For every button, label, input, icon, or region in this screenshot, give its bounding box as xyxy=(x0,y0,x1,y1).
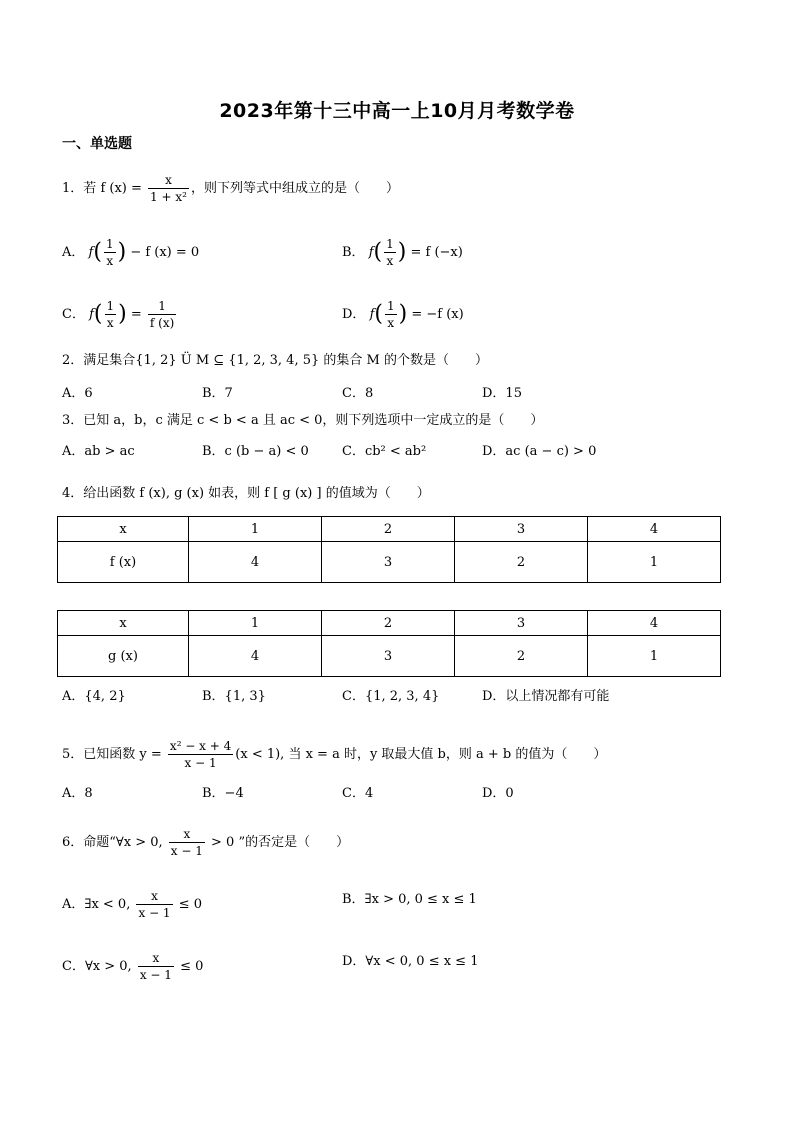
formula-text: f xyxy=(89,307,94,322)
paren-open: ( xyxy=(373,239,383,265)
table-row xyxy=(58,611,721,636)
option-3d[interactable]: D．ac (a − c) > 0 xyxy=(482,444,597,459)
formula-text: ≤ 0 xyxy=(180,959,204,974)
option-4c[interactable]: C．{1, 2, 3, 4} xyxy=(342,689,440,704)
table-cell: 3 xyxy=(455,517,588,542)
fraction-denominator: f (x) xyxy=(149,316,175,330)
option-label: A． xyxy=(62,245,85,260)
fraction-numerator: x² − x + 4 xyxy=(169,739,232,753)
fraction-denominator: x − 1 xyxy=(138,906,171,920)
question-text: (x < 1), 当 x = a 时，y 取最大值 b，则 a + b 的值为（ ） xyxy=(235,747,607,762)
paren-open: ( xyxy=(93,301,103,327)
fraction-denominator: x xyxy=(106,254,114,268)
option-6c[interactable] xyxy=(62,950,203,983)
option-6b[interactable]: B．∃x > 0, 0 ≤ x ≤ 1 xyxy=(342,892,477,907)
paren-close: ) xyxy=(118,301,127,327)
table-cell: 4 xyxy=(189,542,322,583)
formula-text: f xyxy=(368,245,374,260)
question-text: ，则下列等式中组成立的是（ ） xyxy=(190,181,399,196)
formula-text: ≤ 0 xyxy=(178,897,203,912)
question-2: 2．满足集合{1, 2} Ü M ⊆ {1, 2, 3, 4, 5} 的集合 M 的个数是（ ） xyxy=(62,353,488,368)
table-row xyxy=(58,542,721,583)
table-cell: 4 xyxy=(189,636,322,677)
option-1a[interactable] xyxy=(62,236,199,269)
table-cell: 1 xyxy=(189,611,322,636)
fraction-numerator: 1 xyxy=(148,298,176,315)
question-3: 3．已知 a，b，c 满足 c < b < a 且 ac < 0，则下列选项中一定成立的是（ ） xyxy=(62,413,544,428)
fraction-numerator: x xyxy=(136,888,172,905)
fraction-denominator: 1 + x² xyxy=(150,190,187,204)
fraction xyxy=(138,950,174,983)
option-4b[interactable]: B．{1, 3} xyxy=(202,689,266,704)
option-label: C． xyxy=(62,307,85,322)
question-text: 若 xyxy=(83,181,97,196)
question-text: 6．命题“∀x > 0, xyxy=(62,835,163,850)
question-5 xyxy=(62,738,606,771)
formula-text: f xyxy=(369,307,375,322)
fraction xyxy=(148,298,176,331)
fraction-denominator: x xyxy=(106,316,114,330)
fraction xyxy=(104,236,116,269)
fraction-numerator: x xyxy=(138,950,174,967)
table-row xyxy=(58,636,721,677)
option-2c[interactable]: C．8 xyxy=(342,386,374,401)
fraction-denominator: x − 1 xyxy=(184,756,217,770)
formula-text: = −f (x) xyxy=(411,307,464,322)
option-2d[interactable]: D．15 xyxy=(482,386,522,401)
table-cell: x xyxy=(58,517,189,542)
fraction-numerator: 1 xyxy=(386,237,394,251)
option-4a[interactable]: A．{4, 2} xyxy=(62,689,126,704)
paren-open: ( xyxy=(374,301,383,327)
option-3a[interactable]: A．ab > ac xyxy=(62,444,135,459)
equals-sign: = xyxy=(130,307,146,322)
question-1 xyxy=(62,172,399,205)
option-1b[interactable] xyxy=(342,236,463,269)
question-text: 5．已知函数 y = xyxy=(62,747,162,762)
fraction-numerator: 1 xyxy=(105,237,114,251)
option-6a[interactable] xyxy=(62,888,202,921)
fraction xyxy=(384,236,396,269)
fraction xyxy=(105,298,117,331)
paren-close: ) xyxy=(397,239,407,265)
table-cell: 2 xyxy=(455,542,588,583)
option-2a[interactable]: A．6 xyxy=(62,386,93,401)
paren-close: ) xyxy=(398,301,408,327)
question-6 xyxy=(62,826,349,859)
option-4d[interactable]: D．以上情况都有可能 xyxy=(482,689,610,704)
fraction xyxy=(136,888,172,921)
formula-text: − f (x) = 0 xyxy=(130,245,200,260)
table-cell: 2 xyxy=(322,611,455,636)
table-cell: 3 xyxy=(455,611,588,636)
table-g xyxy=(57,610,721,677)
paren-open: ( xyxy=(93,239,102,265)
option-2b[interactable]: B．7 xyxy=(202,386,233,401)
fraction-denominator: x xyxy=(386,254,394,268)
formula-text: C．∀x > 0, xyxy=(62,959,132,974)
fraction xyxy=(148,172,189,205)
fraction-numerator: x xyxy=(169,826,205,843)
question-text: > 0 ”的否定是（ ） xyxy=(211,835,350,850)
question-number: 1． xyxy=(62,181,84,196)
table-cell: 2 xyxy=(322,517,455,542)
option-5c[interactable]: C．4 xyxy=(342,786,374,801)
page-title: 2023年第十三中高一上10月月考数学卷 xyxy=(219,100,575,122)
option-6d[interactable]: D．∀x < 0, 0 ≤ x ≤ 1 xyxy=(342,954,479,969)
option-1d[interactable] xyxy=(342,298,464,331)
table-f xyxy=(57,516,721,583)
option-1c[interactable] xyxy=(62,298,178,331)
option-5b[interactable]: B．−4 xyxy=(202,786,244,801)
fraction xyxy=(168,738,233,771)
formula-text: A．∃x < 0, xyxy=(62,897,131,912)
fraction xyxy=(169,826,205,859)
fraction-denominator: x − 1 xyxy=(170,844,203,858)
fraction-denominator: x xyxy=(387,316,395,330)
fraction-numerator: 1 xyxy=(386,299,395,313)
table-cell: 4 xyxy=(588,517,721,542)
table-cell: 1 xyxy=(588,636,721,677)
table-row xyxy=(58,517,721,542)
table-cell: 4 xyxy=(588,611,721,636)
question-4: 4．给出函数 f (x), g (x) 如表，则 f [ g (x) ] 的值域为（ ） xyxy=(62,486,430,501)
table-cell: 3 xyxy=(322,636,455,677)
formula-text: = f (−x) xyxy=(410,245,463,260)
table-cell: f (x) xyxy=(58,542,189,583)
fraction xyxy=(385,298,397,331)
table-cell: 3 xyxy=(322,542,455,583)
section-heading: 一、单选题 xyxy=(62,136,132,152)
table-cell: 1 xyxy=(189,517,322,542)
option-label: D． xyxy=(342,307,366,322)
option-3c[interactable]: C．cb² < ab² xyxy=(342,444,427,459)
table-cell: g (x) xyxy=(58,636,189,677)
paren-close: ) xyxy=(117,239,127,265)
option-label: B． xyxy=(342,245,365,260)
formula-text: f (x) = xyxy=(100,181,142,196)
table-cell: x xyxy=(58,611,189,636)
table-cell: 2 xyxy=(455,636,588,677)
fraction-numerator: 1 xyxy=(106,299,115,313)
fraction-denominator: x − 1 xyxy=(139,968,172,982)
option-5a[interactable]: A．8 xyxy=(62,786,93,801)
option-3b[interactable]: B．c (b − a) < 0 xyxy=(202,444,309,459)
table-cell: 1 xyxy=(588,542,721,583)
formula-text: f xyxy=(88,245,94,260)
option-5d[interactable]: D．0 xyxy=(482,786,514,801)
fraction-numerator: x xyxy=(148,172,189,189)
